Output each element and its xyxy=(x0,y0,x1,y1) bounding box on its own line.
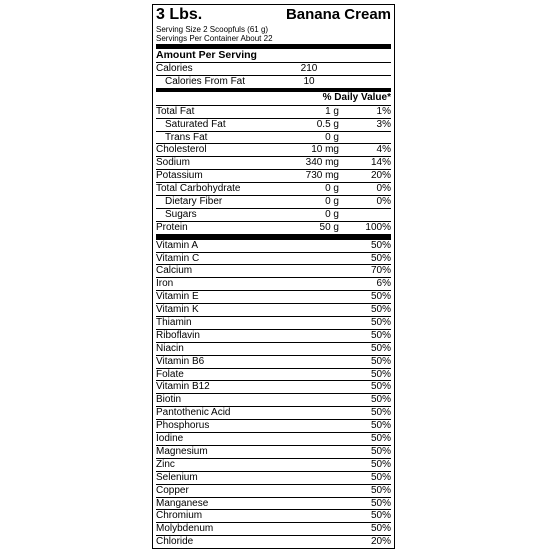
nutrient-amount: 0 g xyxy=(325,208,339,220)
vitamin-name: Copper xyxy=(156,484,189,496)
vitamin-daily-value: 50% xyxy=(370,355,391,367)
vitamin-name: Thiamin xyxy=(156,317,192,329)
nutrient-daily-value: 100% xyxy=(365,221,391,233)
vitamin-row xyxy=(156,369,391,382)
vitamin-daily-value: 50% xyxy=(370,239,391,251)
nutrient-name: Sugars xyxy=(165,208,197,220)
nutrient-row xyxy=(156,119,391,132)
flavor-name: Banana Cream xyxy=(285,6,391,23)
vitamin-row xyxy=(156,278,391,291)
vitamin-daily-value: 50% xyxy=(370,484,391,496)
vitamin-row xyxy=(156,240,391,253)
label-title-row xyxy=(156,6,391,25)
vitamin-daily-value: 50% xyxy=(370,497,391,509)
servings-per-container: Servings Per Container About 22 xyxy=(156,34,273,43)
vitamin-row xyxy=(156,381,391,394)
vitamin-row xyxy=(156,472,391,485)
nutrient-row xyxy=(156,222,391,235)
nutrient-name: Trans Fat xyxy=(165,131,208,143)
vitamin-row xyxy=(156,330,391,343)
amount-per-serving-heading: Amount Per Serving xyxy=(156,49,391,63)
nutrient-row xyxy=(156,196,391,209)
nutrient-daily-value: 3% xyxy=(376,118,391,130)
vitamin-name: Vitamin C xyxy=(156,252,200,264)
nutrient-name: Protein xyxy=(156,221,188,233)
nutrient-daily-value: 0% xyxy=(376,183,391,195)
vitamin-row xyxy=(156,407,391,420)
vitamin-name: Selenium xyxy=(156,471,198,483)
serving-size: Serving Size 2 Scoopfuls (61 g) xyxy=(156,25,269,34)
vitamin-daily-value: 50% xyxy=(370,252,391,264)
vitamins-list xyxy=(156,240,391,549)
vitamin-name: Chloride xyxy=(156,536,194,548)
vitamin-daily-value: 50% xyxy=(370,510,391,522)
vitamin-name: Molybdenum xyxy=(156,523,214,535)
vitamin-name: Zinc xyxy=(156,458,175,470)
nutrient-amount: 10 mg xyxy=(311,144,339,156)
vitamin-name: Folate xyxy=(156,368,184,380)
vitamin-row xyxy=(156,523,391,536)
vitamin-daily-value: 50% xyxy=(370,420,391,432)
vitamin-daily-value: 50% xyxy=(370,445,391,457)
vitamin-row xyxy=(156,420,391,433)
nutrient-daily-value: 20% xyxy=(370,170,391,182)
nutrient-amount: 0 g xyxy=(325,131,339,143)
nutrients-list xyxy=(156,106,391,235)
vitamin-daily-value: 50% xyxy=(370,471,391,483)
nutrient-amount: 1 g xyxy=(325,105,339,117)
nutrient-daily-value: 1% xyxy=(376,105,391,117)
nutrient-amount: 210 xyxy=(300,63,318,74)
vitamin-name: Riboflavin xyxy=(156,329,200,341)
nutrient-amount: 730 mg xyxy=(305,170,339,182)
vitamin-row xyxy=(156,536,391,549)
nutrient-name: Total Carbohydrate xyxy=(156,183,241,195)
vitamin-row xyxy=(156,459,391,472)
nutrient-row xyxy=(156,183,391,196)
vitamin-name: Manganese xyxy=(156,497,209,509)
nutrient-row xyxy=(156,170,391,183)
nutrient-amount: 0 g xyxy=(325,183,339,195)
vitamin-daily-value: 50% xyxy=(370,433,391,445)
vitamin-name: Vitamin K xyxy=(156,304,199,316)
vitamin-daily-value: 6% xyxy=(376,278,391,290)
vitamin-row xyxy=(156,394,391,407)
nutrient-amount: 10 xyxy=(303,75,315,87)
vitamin-daily-value: 50% xyxy=(370,317,391,329)
vitamin-daily-value: 50% xyxy=(370,329,391,341)
vitamin-name: Pantothenic Acid xyxy=(156,407,231,419)
nutrient-daily-value xyxy=(339,209,391,221)
vitamin-name: Vitamin B12 xyxy=(156,381,210,393)
nutrient-name: Sodium xyxy=(156,157,190,169)
daily-value-heading: % Daily Value* xyxy=(156,92,391,106)
vitamin-name: Niacin xyxy=(156,342,184,354)
vitamin-name: Chromium xyxy=(156,510,203,522)
vitamin-row xyxy=(156,485,391,498)
nutrient-name: Potassium xyxy=(156,170,203,182)
calories-row xyxy=(156,63,391,76)
vitamin-name: Biotin xyxy=(156,394,182,406)
container-size: 3 Lbs. xyxy=(156,6,203,23)
vitamin-name: Vitamin E xyxy=(156,291,199,303)
nutrient-name: Total Fat xyxy=(156,105,195,117)
nutrient-amount: 50 g xyxy=(319,221,339,233)
calories-list xyxy=(156,63,391,89)
vitamin-daily-value: 50% xyxy=(370,381,391,393)
vitamin-name: Iodine xyxy=(156,433,184,445)
vitamin-row xyxy=(156,446,391,459)
nutrient-row xyxy=(156,157,391,170)
vitamin-row xyxy=(156,510,391,523)
vitamin-daily-value: 50% xyxy=(370,407,391,419)
nutrient-name: Dietary Fiber xyxy=(165,196,223,208)
vitamin-name: Magnesium xyxy=(156,445,208,457)
nutrient-name: Cholesterol xyxy=(156,144,207,156)
vitamin-row xyxy=(156,433,391,446)
vitamin-daily-value: 50% xyxy=(370,291,391,303)
vitamin-row xyxy=(156,265,391,278)
vitamin-name: Iron xyxy=(156,278,174,290)
vitamin-row xyxy=(156,343,391,356)
nutrient-amount: 0 g xyxy=(325,196,339,208)
vitamin-row xyxy=(156,498,391,511)
vitamin-daily-value: 50% xyxy=(370,394,391,406)
vitamin-daily-value: 50% xyxy=(370,304,391,316)
nutrient-row xyxy=(156,132,391,145)
vitamin-name: Phosphorus xyxy=(156,420,210,432)
vitamin-row xyxy=(156,356,391,369)
vitamin-name: Vitamin A xyxy=(156,239,199,251)
nutrient-name: Saturated Fat xyxy=(165,118,226,130)
nutrient-row xyxy=(156,144,391,157)
vitamin-daily-value: 50% xyxy=(370,458,391,470)
nutrient-daily-value: 4% xyxy=(376,144,391,156)
vitamin-row xyxy=(156,291,391,304)
calories-row xyxy=(156,76,391,89)
nutrient-name: Calories xyxy=(156,63,193,74)
vitamin-daily-value: 50% xyxy=(370,368,391,380)
vitamin-daily-value: 50% xyxy=(370,342,391,354)
vitamin-row xyxy=(156,317,391,330)
nutrient-name: Calories From Fat xyxy=(165,75,246,87)
nutrient-row xyxy=(156,209,391,222)
vitamin-daily-value: 20% xyxy=(370,536,391,548)
vitamin-row xyxy=(156,253,391,266)
nutrient-row xyxy=(156,106,391,119)
vitamin-name: Calcium xyxy=(156,265,193,277)
vitamin-daily-value: 70% xyxy=(370,265,391,277)
vitamin-daily-value: 50% xyxy=(370,523,391,535)
nutrient-amount: 340 mg xyxy=(305,157,339,169)
nutrient-daily-value xyxy=(339,132,391,144)
nutrition-facts-label xyxy=(152,4,395,549)
vitamin-name: Vitamin B6 xyxy=(156,355,205,367)
nutrient-amount: 0.5 g xyxy=(316,118,339,130)
vitamin-row xyxy=(156,304,391,317)
nutrient-daily-value: 0% xyxy=(376,196,391,208)
nutrient-daily-value: 14% xyxy=(370,157,391,169)
